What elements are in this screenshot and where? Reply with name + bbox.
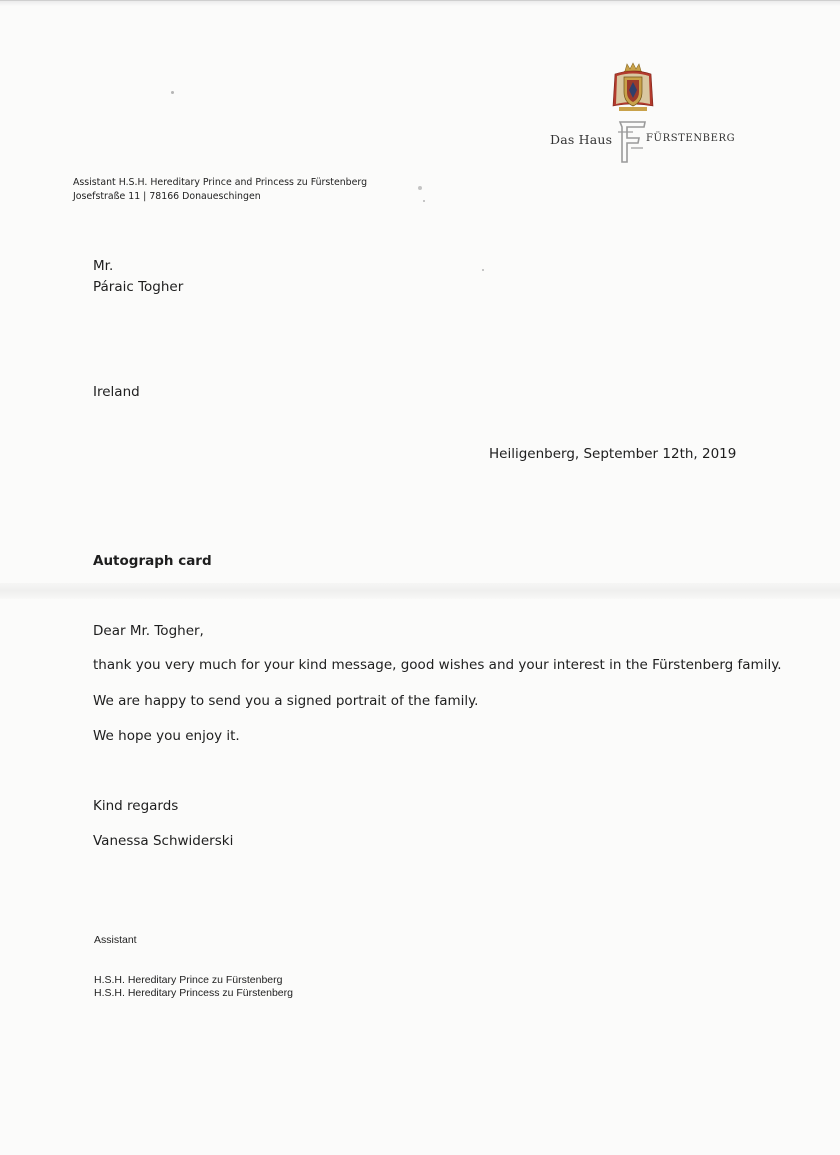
sender-line: Assistant H.S.H. Hereditary Prince and Princess zu Fürstenberg [73,177,368,188]
brand-left: Das Haus [550,132,613,147]
body-paragraph: We hope you enjoy it. [93,728,240,744]
signer-name: Vanessa Schwiderski [93,833,234,849]
letterhead-logo [548,62,736,162]
scan-speck [423,200,425,202]
scan-speck [418,186,422,190]
recipient-name: Páraic Togher [93,279,184,295]
scan-speck [482,269,484,271]
sender-address [73,176,367,204]
footer-line: H.S.H. Hereditary Prince zu Fürstenberg [94,974,283,986]
crest-icon [611,62,655,114]
subject-heading: Autograph card [93,553,212,569]
sender-line: Josefstraße 11 | 78166 Donaueschingen [73,191,261,202]
brand-right: FÜRSTENBERG [646,133,736,144]
scan-speck [171,91,174,94]
body-paragraph: We are happy to send you a signed portrait of the family. [93,693,479,709]
footer-line: H.S.H. Hereditary Princess zu Fürstenberg [94,987,293,999]
body-paragraph: thank you very much for your kind message, good wishes and your interest in the Fürstenberg family. [93,657,782,673]
date-line: Heiligenberg, September 12th, 2019 [489,446,737,462]
recipient-country: Ireland [93,384,140,400]
monogram-icon [617,118,647,164]
greeting: Dear Mr. Togher, [93,623,204,639]
closing: Kind regards [93,798,179,814]
recipient-salutation: Mr. [93,258,114,274]
footer-role: Assistant [94,934,137,946]
paper-fold [0,583,840,599]
scan-edge [0,0,840,6]
